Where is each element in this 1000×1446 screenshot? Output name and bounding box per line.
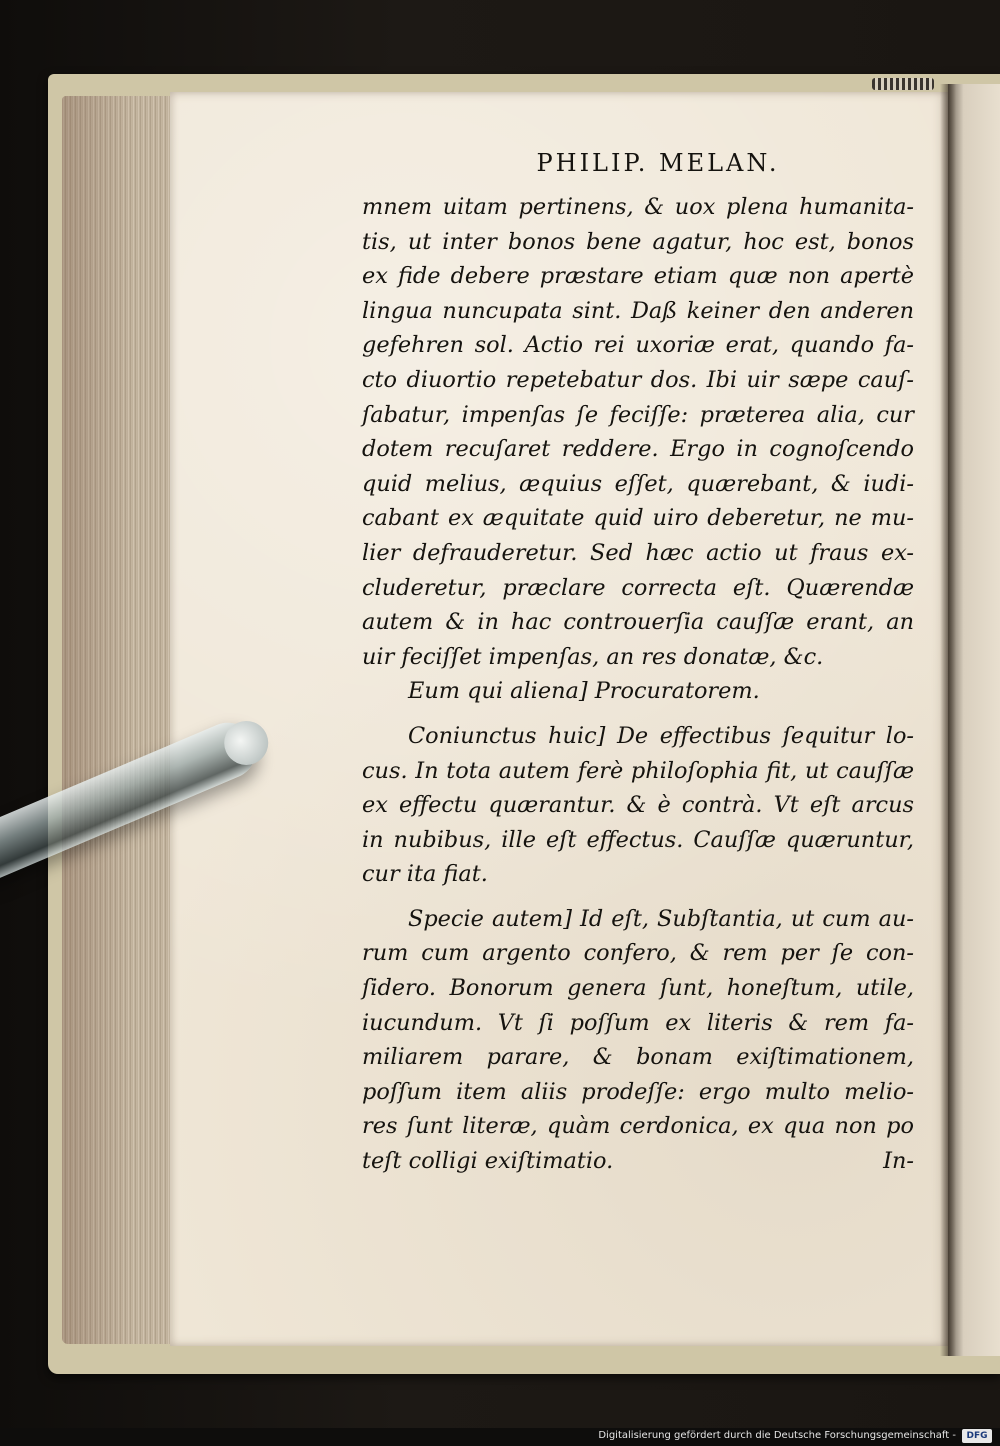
text-line: cur ita fiat. bbox=[362, 861, 488, 888]
text-line: mnem uitam pertinens, & uox plena humanita- bbox=[362, 194, 914, 220]
text-line: gefehren sol. Actio rei uxoriæ erat, quando fa- bbox=[362, 332, 914, 359]
text-line: ſabatur, impenſas ſe feciſſe: prӕterea alia, cur bbox=[362, 401, 914, 428]
text-line: cluderetur, præclare correcta eſt. Quærendæ bbox=[362, 574, 914, 601]
text-line: res ſunt literæ, quàm cerdonica, ex qua non po bbox=[362, 1113, 914, 1140]
footer-credit: Digitalisierung gefördert durch die Deutsche Forschungsgemeinschaft - bbox=[598, 1430, 956, 1441]
binding-thread bbox=[872, 78, 934, 90]
page-text-block bbox=[362, 148, 914, 1179]
text-line: miliarem parare, & bonam exiſtimationem, bbox=[362, 1044, 914, 1071]
text-line: poſſum item aliis prodeſſe: ergo multo melio- bbox=[362, 1078, 914, 1105]
text-line: uir feciſſet impenſas, an res donatæ, &c. bbox=[362, 643, 824, 670]
catchword: In- bbox=[883, 1148, 914, 1175]
running-title: PHILIP. MELAN. bbox=[536, 149, 780, 177]
text-line: lingua nuncupata sint. Daß keiner den anderen bbox=[362, 297, 914, 324]
text-line: iucundum. Vt ſi poſſum ex literis & rem fa- bbox=[362, 1009, 914, 1036]
text-line: ſidero. Bonorum genera ſunt, honeſtum, utile, bbox=[362, 975, 914, 1002]
text-line: rum cum argento confero, & rem per ſe con- bbox=[362, 940, 914, 967]
text-line: lier defrauderetur. Sed hæc actio ut fraus ex- bbox=[362, 539, 914, 566]
text-line: cus. In tota autem ferè philoſophia fit, ut cauſſæ bbox=[362, 757, 914, 784]
text-line: dotem recuſaret reddere. Ergo in cognoſcendo bbox=[362, 436, 914, 463]
text-line: quid melius, æquius eſſet, quærebant, & iudi- bbox=[362, 470, 914, 497]
gutter-shadow bbox=[940, 84, 956, 1356]
text-line: cto diuortio repetebatur dos. Ibi uir sæpe cauſ- bbox=[362, 366, 914, 393]
text-line: tis, ut inter bonos bene agatur, hoc est, bonos bbox=[362, 228, 914, 255]
page-edges-shade bbox=[62, 96, 180, 1344]
dfg-logo: DFG bbox=[962, 1429, 992, 1443]
text-line: teſt colligi exiſtimatio. bbox=[362, 1148, 614, 1175]
text-line-lemma: Eum qui aliena] Procuratorem. bbox=[408, 678, 760, 705]
text-line: autem & in hac controuerſia cauſſæ erant, an bbox=[362, 609, 914, 636]
text-line-lemma: Specie autem] Id eſt, Subſtantia, ut cum au- bbox=[408, 905, 914, 932]
text-line: cabant ex æquitate quid uiro deberetur, ne mu- bbox=[362, 505, 914, 532]
text-line-lemma: Coniunctus huic] De effectibus ſequitur lo- bbox=[408, 722, 914, 749]
text-line: ex fide debere præstare etiam quæ non apertè bbox=[362, 263, 914, 290]
last-line-with-catchword bbox=[362, 1144, 914, 1179]
text-line: ex effectu quærantur. & è contrà. Vt eſt arcus bbox=[362, 792, 914, 819]
text-line: in nubibus, ille eſt effectus. Cauſſæ quæruntur, bbox=[362, 826, 914, 853]
